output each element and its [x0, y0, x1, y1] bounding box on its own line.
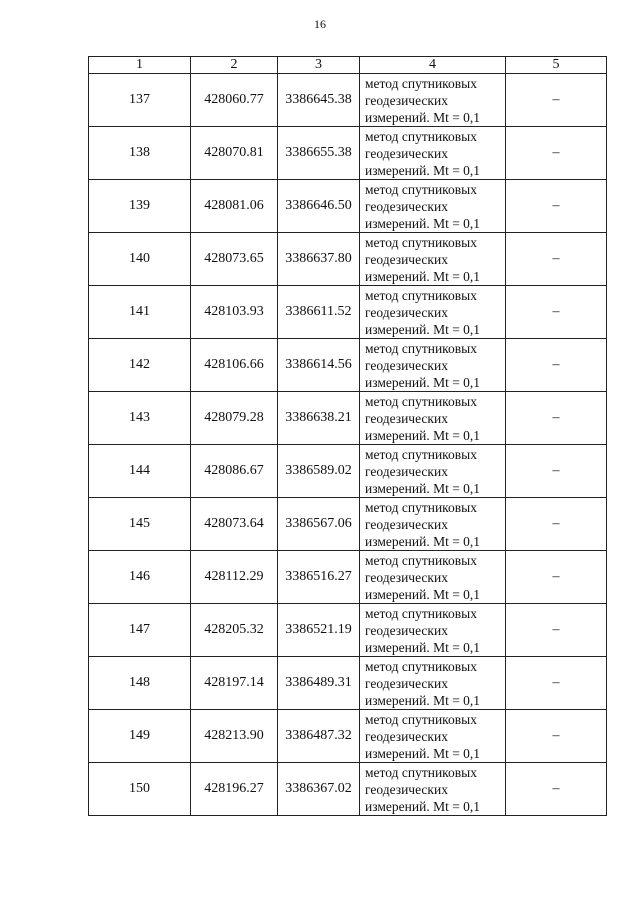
x-coordinate-cell: 428081.06	[191, 180, 278, 233]
table-row	[89, 233, 607, 286]
note-cell: –	[506, 127, 607, 180]
point-number-cell: 149	[89, 710, 191, 763]
y-coordinate-cell: 3386589.02	[278, 445, 360, 498]
method-line-2: геодезических	[365, 728, 448, 744]
method-line-3: измерений. Mt = 0,1	[365, 427, 481, 443]
y-coordinate-cell: 3386655.38	[278, 127, 360, 180]
x-coordinate-cell: 428079.28	[191, 392, 278, 445]
method-line-3: измерений. Mt = 0,1	[365, 639, 481, 655]
point-number-cell: 139	[89, 180, 191, 233]
method-line-1: метод спутниковых	[365, 605, 477, 621]
note-cell: –	[506, 604, 607, 657]
method-line-1: метод спутниковых	[365, 764, 477, 780]
method-line-2: геодезических	[365, 675, 448, 691]
method-line-1: метод спутниковых	[365, 446, 477, 462]
method-line-3: измерений. Mt = 0,1	[365, 533, 481, 549]
y-coordinate-cell: 3386516.27	[278, 551, 360, 604]
method-line-1: метод спутниковых	[365, 552, 477, 568]
method-line-1: метод спутниковых	[365, 340, 477, 356]
note-cell: –	[506, 74, 607, 127]
table-row	[89, 604, 607, 657]
note-cell: –	[506, 445, 607, 498]
y-coordinate-cell: 3386487.32	[278, 710, 360, 763]
method-line-1: метод спутниковых	[365, 393, 477, 409]
method-cell	[360, 74, 506, 127]
header-col-1: 1	[89, 57, 191, 74]
y-coordinate-cell: 3386646.50	[278, 180, 360, 233]
note-cell: –	[506, 710, 607, 763]
method-cell	[360, 127, 506, 180]
table-row	[89, 445, 607, 498]
point-number-cell: 140	[89, 233, 191, 286]
point-number-cell: 144	[89, 445, 191, 498]
method-line-1: метод спутниковых	[365, 128, 477, 144]
x-coordinate-cell: 428112.29	[191, 551, 278, 604]
method-cell	[360, 657, 506, 710]
method-line-2: геодезических	[365, 516, 448, 532]
table-row	[89, 339, 607, 392]
y-coordinate-cell: 3386521.19	[278, 604, 360, 657]
method-line-3: измерений. Mt = 0,1	[365, 374, 481, 390]
table-row	[89, 498, 607, 551]
method-line-3: измерений. Mt = 0,1	[365, 586, 481, 602]
method-line-1: метод спутниковых	[365, 499, 477, 515]
note-cell: –	[506, 233, 607, 286]
method-line-2: геодезических	[365, 304, 448, 320]
method-line-3: измерений. Mt = 0,1	[365, 215, 481, 231]
page-number: 16	[314, 17, 326, 31]
point-number-cell: 148	[89, 657, 191, 710]
header-col-3: 3	[278, 57, 360, 74]
x-coordinate-cell: 428106.66	[191, 339, 278, 392]
point-number-cell: 146	[89, 551, 191, 604]
point-number-cell: 138	[89, 127, 191, 180]
table-row	[89, 127, 607, 180]
method-line-3: измерений. Mt = 0,1	[365, 109, 481, 125]
point-number-cell: 150	[89, 763, 191, 816]
y-coordinate-cell: 3386611.52	[278, 286, 360, 339]
method-cell	[360, 498, 506, 551]
method-cell	[360, 551, 506, 604]
method-line-1: метод спутниковых	[365, 75, 477, 91]
method-line-2: геодезических	[365, 569, 448, 585]
x-coordinate-cell: 428197.14	[191, 657, 278, 710]
header-row	[89, 57, 607, 74]
method-cell	[360, 286, 506, 339]
method-line-1: метод спутниковых	[365, 181, 477, 197]
method-line-2: геодезических	[365, 92, 448, 108]
x-coordinate-cell: 428073.64	[191, 498, 278, 551]
note-cell: –	[506, 339, 607, 392]
method-line-2: геодезических	[365, 145, 448, 161]
x-coordinate-cell: 428213.90	[191, 710, 278, 763]
method-line-2: геодезических	[365, 622, 448, 638]
header-col-4: 4	[360, 57, 506, 74]
note-cell: –	[506, 180, 607, 233]
note-cell: –	[506, 498, 607, 551]
note-cell: –	[506, 551, 607, 604]
table-row	[89, 180, 607, 233]
method-line-2: геодезических	[365, 781, 448, 797]
method-cell	[360, 763, 506, 816]
y-coordinate-cell: 3386567.06	[278, 498, 360, 551]
method-line-2: геодезических	[365, 463, 448, 479]
method-line-2: геодезических	[365, 410, 448, 426]
table-row	[89, 710, 607, 763]
method-line-3: измерений. Mt = 0,1	[365, 745, 481, 761]
method-cell	[360, 339, 506, 392]
point-number-cell: 143	[89, 392, 191, 445]
x-coordinate-cell: 428103.93	[191, 286, 278, 339]
method-line-3: измерений. Mt = 0,1	[365, 798, 481, 814]
x-coordinate-cell: 428070.81	[191, 127, 278, 180]
x-coordinate-cell: 428073.65	[191, 233, 278, 286]
method-cell	[360, 233, 506, 286]
method-cell	[360, 445, 506, 498]
method-line-1: метод спутниковых	[365, 234, 477, 250]
note-cell: –	[506, 286, 607, 339]
method-line-3: измерений. Mt = 0,1	[365, 321, 481, 337]
y-coordinate-cell: 3386367.02	[278, 763, 360, 816]
note-cell: –	[506, 392, 607, 445]
method-cell	[360, 710, 506, 763]
table-row	[89, 657, 607, 710]
method-cell	[360, 392, 506, 445]
table-row	[89, 392, 607, 445]
header-col-5: 5	[506, 57, 607, 74]
method-line-1: метод спутниковых	[365, 658, 477, 674]
note-cell: –	[506, 763, 607, 816]
table-row	[89, 551, 607, 604]
method-line-3: измерений. Mt = 0,1	[365, 162, 481, 178]
method-line-2: геодезических	[365, 198, 448, 214]
x-coordinate-cell: 428205.32	[191, 604, 278, 657]
table-row	[89, 763, 607, 816]
method-line-1: метод спутниковых	[365, 711, 477, 727]
x-coordinate-cell: 428060.77	[191, 74, 278, 127]
y-coordinate-cell: 3386645.38	[278, 74, 360, 127]
x-coordinate-cell: 428086.67	[191, 445, 278, 498]
point-number-cell: 142	[89, 339, 191, 392]
y-coordinate-cell: 3386489.31	[278, 657, 360, 710]
method-line-3: измерений. Mt = 0,1	[365, 268, 481, 284]
point-number-cell: 141	[89, 286, 191, 339]
table-row	[89, 74, 607, 127]
coordinates-table	[88, 56, 607, 816]
method-line-3: измерений. Mt = 0,1	[365, 692, 481, 708]
method-line-3: измерений. Mt = 0,1	[365, 480, 481, 496]
y-coordinate-cell: 3386637.80	[278, 233, 360, 286]
point-number-cell: 145	[89, 498, 191, 551]
note-cell: –	[506, 657, 607, 710]
method-line-1: метод спутниковых	[365, 287, 477, 303]
y-coordinate-cell: 3386614.56	[278, 339, 360, 392]
point-number-cell: 147	[89, 604, 191, 657]
method-line-2: геодезических	[365, 357, 448, 373]
y-coordinate-cell: 3386638.21	[278, 392, 360, 445]
x-coordinate-cell: 428196.27	[191, 763, 278, 816]
method-cell	[360, 180, 506, 233]
method-line-2: геодезических	[365, 251, 448, 267]
point-number-cell: 137	[89, 74, 191, 127]
table-row	[89, 286, 607, 339]
method-cell	[360, 604, 506, 657]
header-col-2: 2	[191, 57, 278, 74]
